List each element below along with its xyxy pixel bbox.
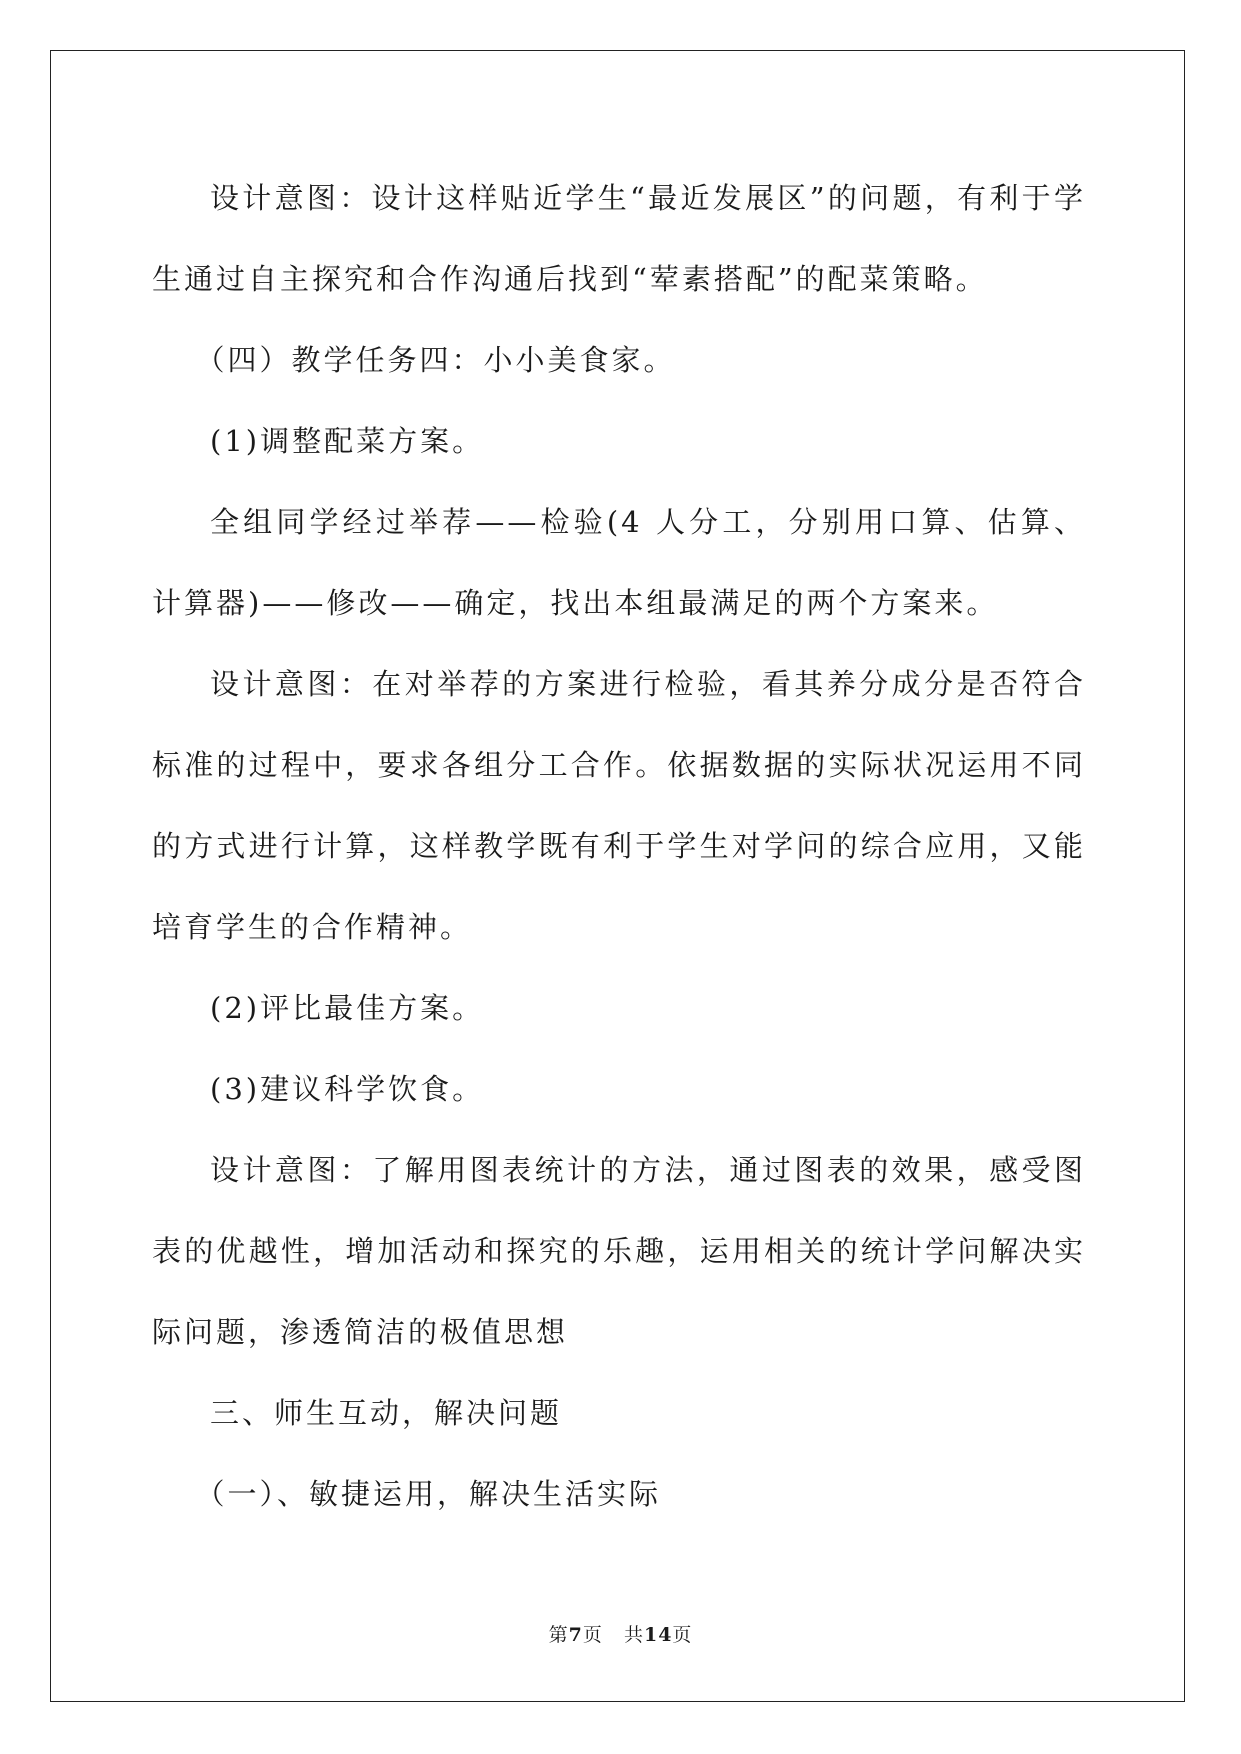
paragraph-step-1: (1)调整配菜方案。 [210,424,485,458]
footer-total-prefix: 共 [623,1624,644,1646]
paragraph-design-intent-2: 设计意图：在对举荐的方案进行检验，看其养分成分是否符合标准的过程中，要求各组分工合作。依据数据的实际状况运用不同的方式进行计算，这样教学既有利于学生对学问的综合应用，又能培育学生的合作精神。 [152,667,1086,944]
footer-total-pages: 14 [643,1624,673,1646]
paragraph-task-four-heading: （四）教学任务四：小小美食家。 [195,343,676,377]
paragraph-step-2: (2)评比最佳方案。 [210,991,485,1025]
paragraph-group-process: 全组同学经过举荐——检验(4 人分工，分别用口算、估算、计算器)——修改——确定，找出本组最满足的两个方案来。 [152,505,1086,620]
paragraph-section-three-heading: 三、师生互动，解决问题 [210,1396,563,1430]
footer-prefix: 第 [548,1624,569,1646]
footer-page-unit: 页 [582,1624,603,1646]
paragraph-design-intent-1: 设计意图：设计这样贴近学生“最近发展区”的问题，有利于学生通过自主探究和合作沟通后找到“荤素搭配”的配菜策略。 [152,181,1086,296]
paragraph-design-intent-3: 设计意图：了解用图表统计的方法，通过图表的效果，感受图表的优越性，增加活动和探究的乐趣，运用相关的统计学问解决实际问题，渗透简洁的极值思想 [152,1153,1086,1349]
document-body [152,158,1086,1535]
footer-page-number: 7 [568,1624,583,1646]
paragraph-step-3: (3)建议科学饮食。 [210,1072,485,1106]
page-footer [0,1620,1241,1647]
footer-total-unit: 页 [672,1624,693,1646]
paragraph-subsection-one-heading: （一）、敏捷运用，解决生活实际 [195,1477,662,1511]
